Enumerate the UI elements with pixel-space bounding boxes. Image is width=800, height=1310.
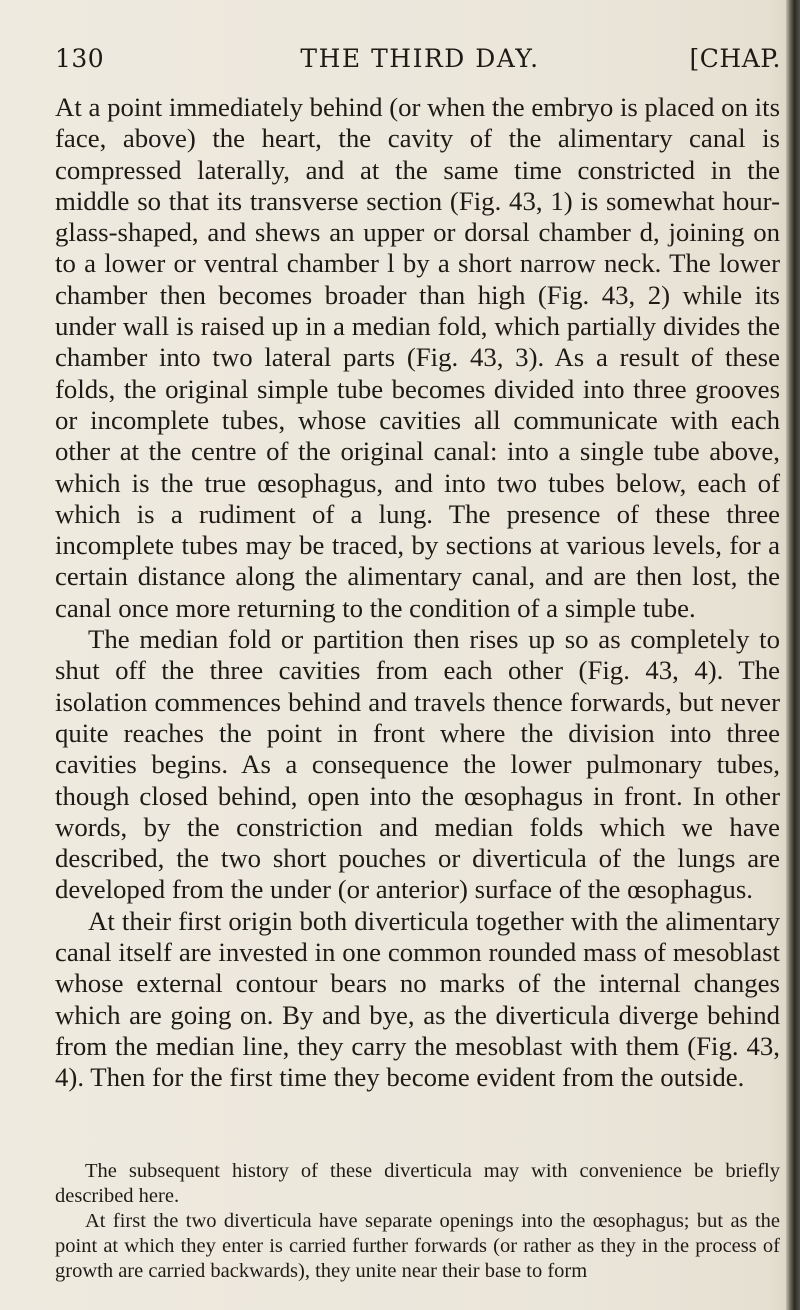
paragraph-1: At a point immediately behind (or when the embryo is placed on its face, above) the heart, the cavity of the alimentary canal is compressed laterally, and at the same time constricted in the middle so that its transverse section (Fig. 43, 1) is somewhat hour-glass-shaped, and shews an upper or dorsal chamber d, joining on to a lower or ventral chamber l by a short narrow neck. The lower chamber then becomes broader than high (Fig. 43, 2) while its under wall is raised up in a median fold, which partially divides the chamber into two lateral parts (Fig. 43, 3). As a result of these folds, the original simple tube becomes divided into three grooves or incomplete tubes, whose cavities all communicate with each other at the centre of the original canal: into a single tube above, which is the true œsophagus, and into two tubes below, each of which is a rudiment of a lung. The presence of these three incomplete tubes may be traced, by sections at various levels, for a certain distance along the alimentary canal, and are then lost, the canal once more returning to the condition of a simple tube. <box>55 92 780 623</box>
note-paragraph-2: At first the two diverticula have separate openings into the œsophagus; but as the point at which they enter is carried further forwards (or rather as they in the process of growth are carried backwards), they unite near their base to form <box>55 1210 780 1282</box>
chapter-marker: [CHAP. <box>689 44 781 73</box>
small-print-note <box>55 1159 780 1284</box>
book-binding-edge <box>786 0 800 1310</box>
main-text <box>55 92 780 1094</box>
note-paragraph-1: The subsequent history of these diverticula may with convenience be briefly described here. <box>55 1160 780 1207</box>
running-header <box>55 44 785 80</box>
paragraph-2: The median fold or partition then rises up so as completely to shut off the three cavities from each other (Fig. 43, 4). The isolation commences behind and travels thence forwards, but never quite reaches the point in front where the division into three cavities begins. As a consequence the lower pulmonary tubes, though closed behind, open into the œsophagus in front. In other words, by the constriction and median folds which we have described, the two short pouches or diverticula of the lungs are developed from the under (or anterior) surface of the œsophagus. <box>55 624 780 905</box>
page-number: 130 <box>55 44 105 73</box>
running-title: THE THIRD DAY. <box>300 44 540 73</box>
paragraph-3: At their first origin both diverticula together with the alimentary canal itself are invested in one common rounded mass of mesoblast whose external contour bears no marks of the internal changes which are going on. By and bye, as the diverticula diverge behind from the median line, they carry the mesoblast with them (Fig. 43, 4). Then for the first time they become evident from the outside. <box>55 905 780 1093</box>
